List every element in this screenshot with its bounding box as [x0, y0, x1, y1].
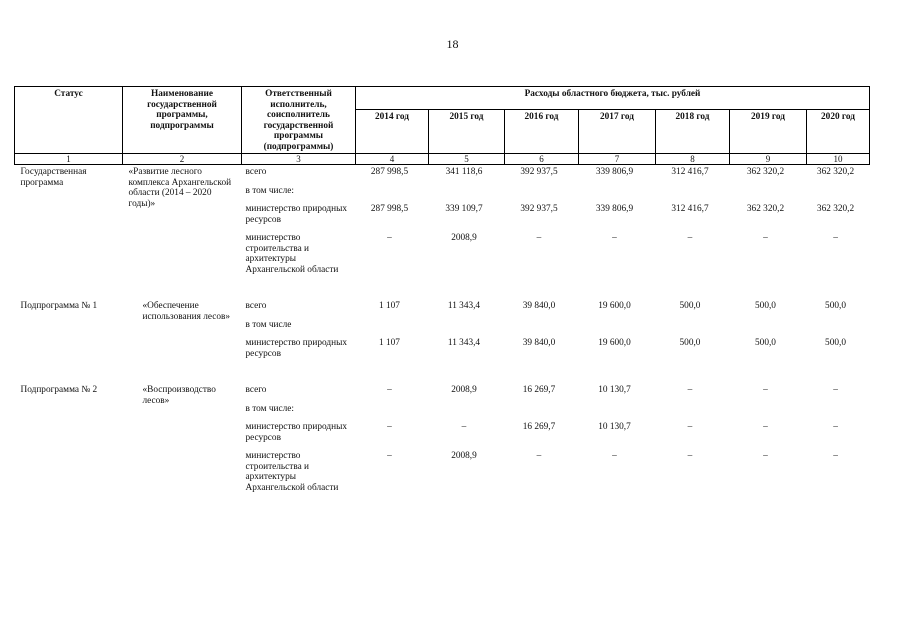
row-program-name: «Воспроизводство лесов» [142, 385, 216, 406]
row-value: 339 806,9 [595, 167, 634, 177]
row-value [505, 404, 579, 423]
header-year: 2020 год [807, 110, 870, 154]
row-value: 500,0 [679, 301, 701, 311]
row-value: – [833, 385, 838, 395]
row-value: 500,0 [755, 301, 776, 311]
row-executor: министерство строительства и архитектуры Архангельской области [245, 233, 339, 275]
row-value [579, 404, 656, 423]
row-value: – [687, 422, 693, 432]
row-value [656, 186, 730, 205]
row-executor: всего [245, 301, 267, 311]
header-expenses: Расходы областного бюджета, тыс. рублей [356, 87, 870, 110]
row-value: – [387, 385, 392, 395]
header-status: Статус [15, 87, 123, 154]
header-year: 2017 год [579, 110, 656, 154]
row-value: – [612, 451, 617, 461]
column-number: 7 [579, 154, 656, 165]
row-value [579, 320, 656, 339]
row-value [429, 186, 505, 205]
row-value [807, 186, 870, 205]
row-value [807, 320, 870, 339]
row-value: – [536, 451, 542, 461]
row-value: 392 937,5 [520, 167, 558, 177]
row-value: 500,0 [825, 338, 846, 348]
row-value [807, 404, 870, 423]
header-year: 2019 год [730, 110, 807, 154]
row-value [429, 404, 505, 423]
row-value: – [387, 233, 392, 243]
header-executor: Ответственный исполнитель, соисполнитель государственной программы (подпрограммы) [242, 87, 356, 154]
row-executor: министерство строительства и архитектуры Архангельской области [245, 451, 339, 493]
row-value: 339 806,9 [595, 204, 634, 214]
row-value: – [763, 233, 768, 243]
row-value: 2008,9 [451, 451, 477, 461]
row-value: 362 320,2 [746, 167, 785, 177]
row-executor: министерство природных ресурсов [245, 422, 347, 443]
row-value: 392 937,5 [520, 204, 558, 214]
row-value: 11 343,4 [447, 338, 481, 348]
column-number: 9 [730, 154, 807, 165]
row-value: 287 998,5 [370, 204, 409, 214]
row-value [730, 404, 807, 423]
column-number-row [15, 154, 870, 165]
row-executor: всего [245, 385, 267, 395]
row-value [579, 186, 656, 205]
header-row-top [15, 87, 870, 110]
row-value [505, 320, 579, 339]
row-value [730, 186, 807, 205]
row-value: 1 107 [379, 338, 400, 348]
table-row [15, 301, 870, 320]
row-value [730, 320, 807, 339]
row-program-name: «Развитие лесного комплекса Архангельской области (2014 – 2020 годы)» [128, 167, 232, 209]
row-value: 19 600,0 [598, 338, 631, 348]
row-value: 19 600,0 [598, 301, 631, 311]
row-value: – [687, 451, 693, 461]
row-value [356, 320, 429, 339]
row-value: – [387, 451, 392, 461]
table-row [15, 385, 870, 404]
row-value: 312 416,7 [671, 204, 709, 214]
row-value: 39 840,0 [522, 301, 556, 311]
budget-table [14, 86, 870, 493]
row-value [356, 186, 429, 205]
row-value: 2008,9 [451, 233, 477, 243]
row-value [656, 404, 730, 423]
header-year: 2015 год [429, 110, 505, 154]
row-value: – [763, 451, 768, 461]
row-value: 362 320,2 [816, 204, 855, 214]
row-value: 500,0 [755, 338, 776, 348]
row-value: – [387, 422, 392, 432]
row-value: 339 109,7 [445, 204, 483, 214]
row-status: Подпрограмма № 2 [20, 385, 98, 395]
row-value [429, 320, 505, 339]
row-value: 341 118,6 [445, 167, 483, 177]
row-value: 10 130,7 [598, 422, 631, 432]
column-number: 2 [123, 154, 242, 165]
row-value: – [687, 233, 693, 243]
row-value: 500,0 [825, 301, 846, 311]
header-year: 2018 год [656, 110, 730, 154]
row-executor: министерство природных ресурсов [245, 204, 347, 225]
row-executor: министерство природных ресурсов [245, 338, 347, 359]
row-value: 10 130,7 [598, 385, 631, 395]
row-value: 16 269,7 [522, 422, 556, 432]
row-value: – [687, 385, 693, 395]
row-value: 39 840,0 [522, 338, 556, 348]
row-status: Подпрограмма № 1 [20, 301, 98, 311]
header-year: 2014 год [356, 110, 429, 154]
column-number: 3 [242, 154, 356, 165]
column-number: 5 [429, 154, 505, 165]
row-value: – [833, 451, 838, 461]
row-value: 312 416,7 [671, 167, 709, 177]
column-number: 10 [807, 154, 870, 165]
row-executor: в том числе [245, 319, 292, 330]
table-row [15, 165, 870, 186]
row-value: 1 107 [379, 301, 400, 311]
row-value: – [763, 385, 768, 395]
row-executor: в том числе: [245, 403, 294, 414]
row-program-name: «Обеспечение использования лесов» [142, 301, 231, 322]
row-value: – [833, 233, 838, 243]
row-value: – [833, 422, 838, 432]
column-number: 8 [656, 154, 730, 165]
row-executor: в том числе: [245, 185, 294, 196]
row-value: – [536, 233, 542, 243]
row-value: – [461, 422, 467, 432]
column-number: 1 [15, 154, 123, 165]
row-value [656, 320, 730, 339]
row-status: Государственная программа [20, 167, 87, 188]
row-value [356, 404, 429, 423]
row-value: 287 998,5 [370, 167, 409, 177]
row-value: – [763, 422, 768, 432]
row-value: 16 269,7 [522, 385, 556, 395]
row-value: 11 343,4 [447, 301, 481, 311]
row-value: – [612, 233, 617, 243]
row-value: 362 320,2 [746, 204, 785, 214]
column-number: 6 [505, 154, 579, 165]
row-value: 2008,9 [451, 385, 477, 395]
row-value: 500,0 [679, 338, 701, 348]
row-value [505, 186, 579, 205]
row-value: 362 320,2 [816, 167, 855, 177]
header-year: 2016 год [505, 110, 579, 154]
column-number: 4 [356, 154, 429, 165]
page-number: 18 [446, 37, 459, 51]
header-program-name: Наименование государственной программы, подпрограммы [123, 87, 242, 154]
row-executor: всего [245, 167, 267, 177]
